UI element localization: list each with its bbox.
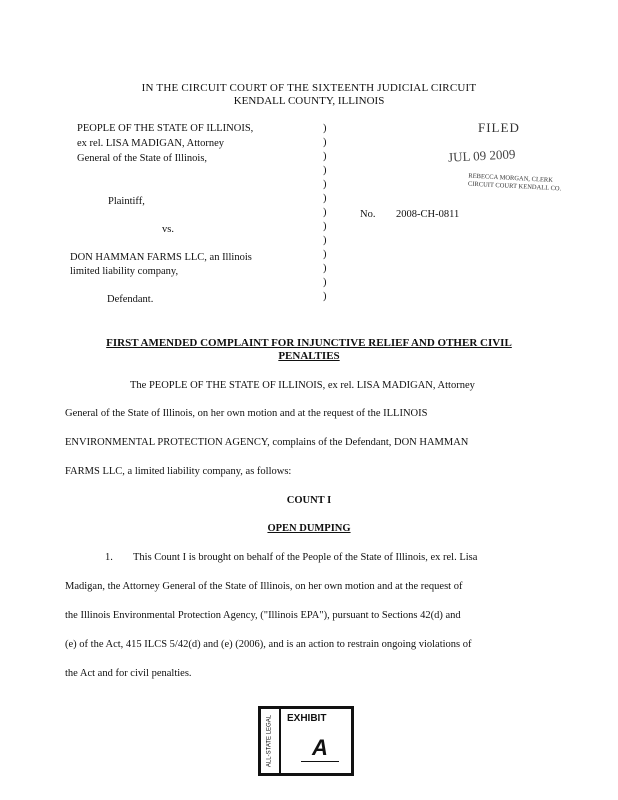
exhibit-side-text: ALL-STATE LEGAL — [266, 714, 273, 768]
filed-stamp-clerk-line-1: REBECCA MORGAN, CLERK — [468, 172, 554, 184]
filed-stamp-date: JUL 09 2009 — [447, 146, 516, 165]
caption-paren: ) — [323, 263, 327, 274]
paragraph-number: 1. — [105, 552, 113, 563]
exhibit-letter: A — [301, 735, 339, 762]
caption-paren: ) — [323, 193, 327, 204]
intro-line-2: General of the State of Illinois, on her own motion and at the request of the ILLINOIS — [65, 408, 428, 419]
para1-line-3: the Illinois Environmental Protection Agency, ("Illinois EPA"), pursuant to Sections 42(d) and — [65, 610, 461, 621]
intro-line-1: The PEOPLE OF THE STATE OF ILLINOIS, ex rel. LISA MADIGAN, Attorney — [130, 380, 475, 391]
case-number: 2008-CH-0811 — [396, 209, 460, 220]
caption-paren: ) — [323, 207, 327, 218]
count-heading: COUNT I — [286, 495, 332, 506]
exhibit-label: EXHIBIT — [287, 713, 327, 724]
caption-plaintiff-line-1: PEOPLE OF THE STATE OF ILLINOIS, — [77, 123, 254, 134]
caption-defendant-role: Defendant. — [107, 294, 154, 305]
document-title: FIRST AMENDED COMPLAINT FOR INJUNCTIVE RELIEF AND OTHER CIVIL — [106, 337, 512, 349]
intro-line-4: FARMS LLC, a limited liability company, as follows: — [65, 466, 292, 477]
caption-plaintiff-role: Plaintiff, — [108, 196, 145, 207]
caption-paren: ) — [323, 137, 327, 148]
caption-paren: ) — [323, 277, 327, 288]
caption-paren: ) — [323, 123, 327, 134]
filed-stamp: FILED — [478, 120, 520, 135]
caption-defendant-line-1: DON HAMMAN FARMS LLC, an Illinois — [70, 252, 252, 263]
filed-stamp-clerk-line-2: CIRCUIT COURT KENDALL CO. — [467, 180, 562, 193]
para1-line-5: the Act and for civil penalties. — [65, 668, 192, 679]
caption-paren: ) — [323, 179, 327, 190]
caption-versus: vs. — [162, 224, 174, 235]
intro-line-3: ENVIRONMENTAL PROTECTION AGENCY, complains of the Defendant, DON HAMMAN — [65, 437, 469, 448]
para1-line-4: (e) of the Act, 415 ILCS 5/42(d) and (e) (2006), and is an action to restrain ongoing violations of — [65, 639, 472, 650]
count-subheading: OPEN DUMPING — [267, 523, 351, 534]
caption-plaintiff-line-2: ex rel. LISA MADIGAN, Attorney — [77, 138, 224, 149]
caption-paren: ) — [323, 221, 327, 232]
caption-paren: ) — [323, 235, 327, 246]
para1-line-2: Madigan, the Attorney General of the State of Illinois, on her own motion and at the request of — [65, 581, 463, 592]
filed-stamp-clerk — [468, 173, 562, 195]
caption-paren: ) — [323, 165, 327, 176]
caption-plaintiff-line-3: General of the State of Illinois, — [77, 153, 208, 164]
court-heading: IN THE CIRCUIT COURT OF THE SIXTEENTH JUDICIAL CIRCUIT — [141, 82, 477, 94]
court-county: KENDALL COUNTY, ILLINOIS — [233, 95, 385, 107]
caption-defendant-line-2: limited liability company, — [70, 266, 179, 277]
caption-paren: ) — [323, 151, 327, 162]
exhibit-sticker — [258, 706, 354, 776]
para1-line-1: This Count I is brought on behalf of the People of the State of Illinois, ex rel. Lisa — [133, 552, 478, 563]
document-title-line-2: PENALTIES — [278, 350, 340, 362]
caption-paren: ) — [323, 249, 327, 260]
caption-paren: ) — [323, 291, 327, 302]
case-number-label: No. — [360, 209, 376, 220]
exhibit-side-strip — [261, 709, 281, 773]
